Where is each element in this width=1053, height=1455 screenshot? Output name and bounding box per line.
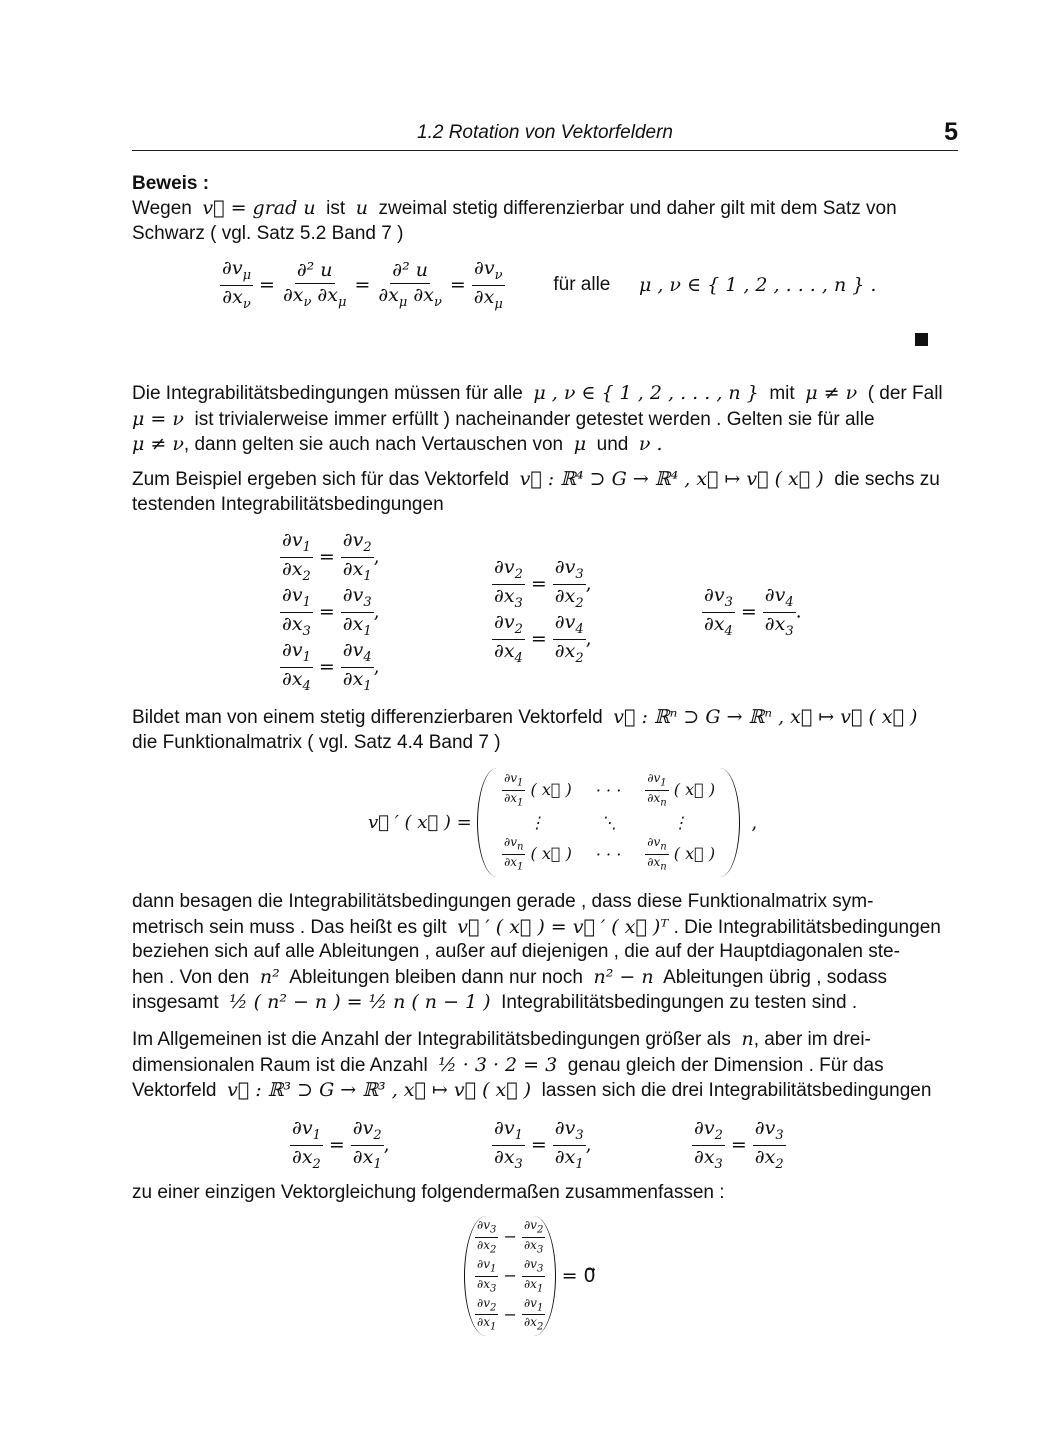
- condition-14: $\frac{\partial v_1}{\partial x_4}$ = $\frac{\partial v_4}{\partial x_1}$ ,: [282, 639, 380, 694]
- paragraph-4: dann besagen die Integrabilitätsbedingungen gerade , dass diese Funktionalmatrix sym- metrisch sein muss . Das heißt es gilt v⃗ ′ ( x⃗ ) = v⃗ ′ ( x⃗ )ᵀ . Die Integrabilitätsbedingungen beziehen sich auf alle Ableitungen , außer auf diejenigen , die auf der Hauptdiagonalen ste- hen . Von den n² Ableitungen bleiben dann nur noch n² − n Ableitungen übrig , sodass insgesamt ½ ( n² − n ) = ½ n ( n − 1 ) Integrabilitätsbedingungen zu testen sind .: [132, 891, 941, 1013]
- paragraph-6: zu einer einzigen Vektorgleichung folgendermaßen zusammenfassen :: [132, 1182, 725, 1203]
- header-title: 1.2 Rotation von Vektorfeldern: [417, 122, 673, 143]
- paragraph-3: Bildet man von einem stetig differenzierbaren Vektorfeld v⃗ : ℝⁿ ⊃ G → ℝⁿ , x⃗ ↦ v⃗ ( x⃗ ) die Funktionalmatrix ( vgl. Satz 4.4 Band 7 ): [132, 706, 918, 753]
- condition-24: $\frac{\partial v_2}{\partial x_4}$ = $\frac{\partial v_4}{\partial x_2}$ ,: [494, 611, 592, 666]
- condition-3d-13: $\frac{\partial v_1}{\partial x_3}$ = $\frac{\partial v_3}{\partial x_1}$ ,: [494, 1117, 592, 1172]
- condition-34: $\frac{\partial v_3}{\partial x_4}$ = $\frac{\partial v_4}{\partial x_3}$ .: [704, 584, 802, 639]
- paragraph-2: Zum Beispiel ergeben sich für das Vektorfeld v⃗ : ℝ⁴ ⊃ G → ℝ⁴ , x⃗ ↦ v⃗ ( x⃗ ) die sechs zu testenden Integrabilitätsbedingungen: [132, 468, 940, 515]
- qed-square: [915, 333, 928, 346]
- paragraph-5: Im Allgemeinen ist die Anzahl der Integrabilitätsbedingungen größer als n, aber im drei- dimensionalen Raum ist die Anzahl ½ · 3 · 2 = 3 genau gleich der Dimension . Für das Vektorfeld v⃗ : ℝ³ ⊃ G → ℝ³ , x⃗ ↦ v⃗ ( x⃗ ) lassen sich die drei Integrabilitätsbedingungen: [132, 1028, 932, 1101]
- condition-13: $\frac{\partial v_1}{\partial x_3}$ = $\frac{\partial v_3}{\partial x_1}$ ,: [282, 584, 380, 639]
- condition-12: $\frac{\partial v_1}{\partial x_2}$ = $\frac{\partial v_2}{\partial x_1}$ ,: [282, 529, 380, 584]
- condition-23: $\frac{\partial v_2}{\partial x_3}$ = $\frac{\partial v_3}{\partial x_2}$ ,: [494, 556, 592, 611]
- running-header: [132, 118, 958, 151]
- page-number: 5: [944, 118, 958, 146]
- proof-text: Wegen v⃗ = grad u ist u zweimal stetig differenzierbar und daher gilt mit dem Satz von Schwarz ( vgl. Satz 5.2 Band 7 ): [132, 197, 897, 244]
- condition-3d-12: $\frac{\partial v_1}{\partial x_2}$ = $\frac{\partial v_2}{\partial x_1}$ ,: [292, 1117, 390, 1172]
- paragraph-1: Die Integrabilitätsbedingungen müssen für alle μ , ν ∈ { 1 , 2 , . . . , n } mit μ ≠ ν ( der Fall μ = ν ist trivialerweise immer erfüllt ) nacheinander getestet werden . Gelten sie für alle μ ≠ ν, dann gelten sie auch nach Vertauschen von μ und ν .: [132, 382, 943, 455]
- jacobian-matrix: v⃗ ′ ( x⃗ ) = $\frac{\partial v_1}{\partial x_1}$ ( x⃗ ) · · · $\frac{\partial v_1}{\partial x_n}$ ( x⃗ ) ⋮ ⋱ ⋮ $\frac{\partial v_n}{\partial x_1}$ ( x⃗ ) · · · $\frac{\partial v_n}{\partial x_n}$ ( x⃗ ) ,: [368, 768, 757, 877]
- condition-3d-23: $\frac{\partial v_2}{\partial x_3}$ = $\frac{\partial v_3}{\partial x_2}$: [694, 1117, 784, 1172]
- schwarz-equation: $\frac{\partial v_\mu}{\partial x_\nu}$ = $\frac{\text{∂² u}}{\partial x_\nu \partial x_\mu}$ = $\frac{\text{∂² u}}{\partial x_\mu \partial x_\nu}$ = $\frac{\partial v_\nu}{\partial x_\mu}$ für alle μ , ν ∈ { 1 , 2 , . . . , n } .: [222, 257, 877, 312]
- rotation-vector-equation: $\frac{\partial v_3}{\partial x_2}$ − $\frac{\partial v_2}{\partial x_3}$ $\frac{\partial v_1}{\partial x_3}$ − $\frac{\partial v_3}{\partial x_1}$ $\frac{\partial v_2}{\partial x_1}$ − $\frac{\partial v_1}{\partial x_2}$ = 0⃗: [464, 1216, 596, 1336]
- proof-label: Beweis :: [132, 173, 210, 194]
